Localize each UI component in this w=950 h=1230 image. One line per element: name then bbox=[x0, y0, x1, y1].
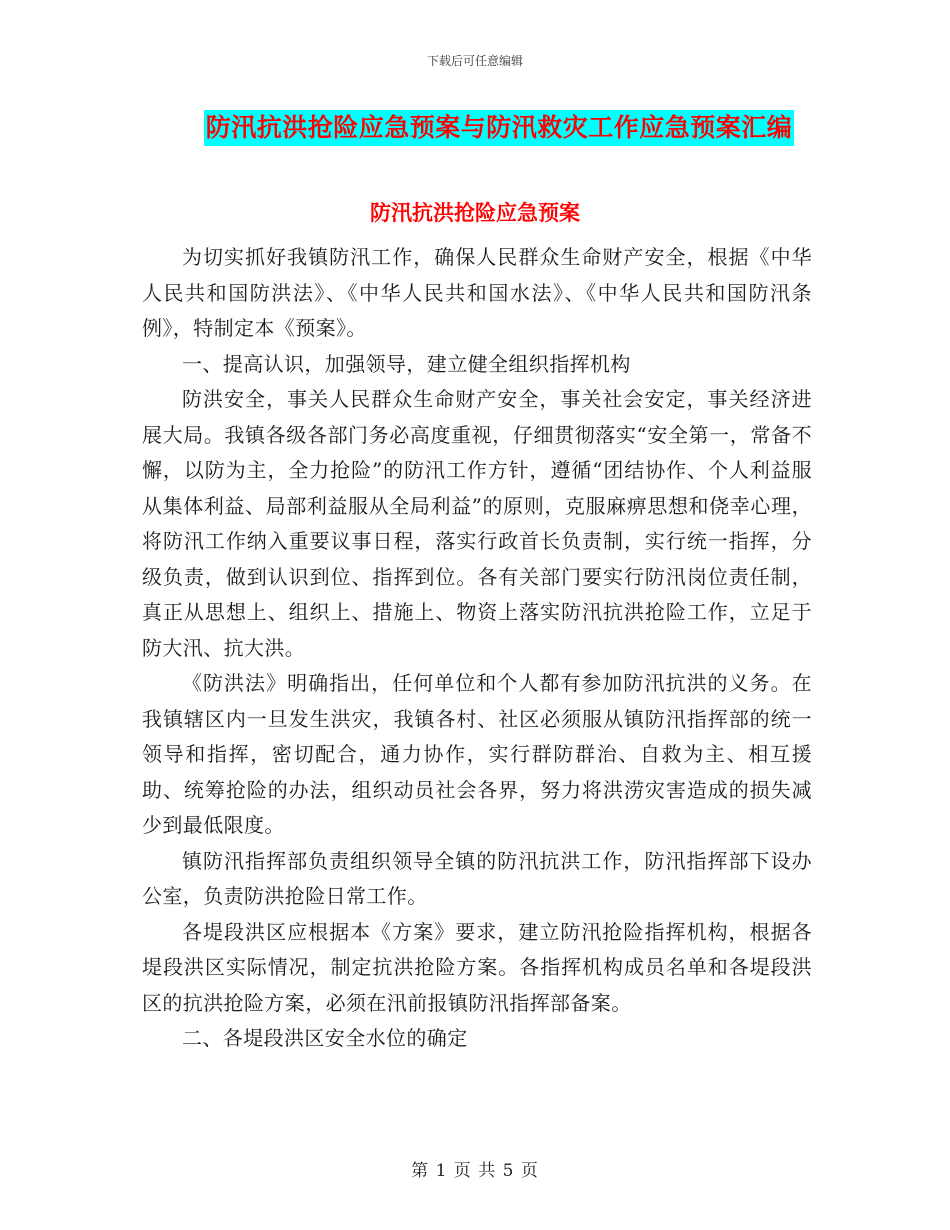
page-number: 第 1 页 共 5 页 bbox=[411, 1161, 539, 1181]
main-title-container bbox=[0, 110, 950, 146]
paragraph-dike-sections: 各堤段洪区应根据本《方案》要求，建立防汛抢险指挥机构，根据各堤段洪区实际情况，制定抗洪抢险方案。各指挥机构成员名单和各堤段洪区的抗洪抢险方案，必须在汛前报镇防汛指挥部备案。 bbox=[142, 919, 812, 1015]
paragraph-intro: 为切实抓好我镇防汛工作，确保人民群众生命财产安全，根据《中华人民共和国防洪法》、《中华人民共和国水法》、《中华人民共和国防汛条例》，特制定本《预案》。 bbox=[142, 245, 812, 340]
paragraph-heading-1: 一、提高认识，加强领导，建立健全组织指挥机构 bbox=[182, 351, 631, 376]
paragraph-command-office: 镇防汛指挥部负责组织领导全镇的防汛抗洪工作，防汛指挥部下设办公室，负责防洪抢险日常工作。 bbox=[142, 848, 812, 908]
section-title: 防汛抗洪抢险应急预案 bbox=[370, 200, 580, 225]
paragraph-flood-safety: 防洪安全，事关人民群众生命财产安全，事关社会安定，事关经济进展大局。我镇各级各部门务必高度重视，仔细贯彻落实“安全第一，常备不懈，以防为主，全力抢险”的防汛工作方针，遵循“团结协作、个人利益服从集体利益、局部利益服从全局利益”的原则，克服麻痹思想和侥幸心理，将防汛工作纳入重要议事日程，落实行政首长负责制，实行统一指挥，分级负责，做到认识到位、指挥到位。各有关部门要实行防汛岗位责任制，真正从思想上、组织上、措施上、物资上落实防汛抗洪抢险工作，立足于防大汛、抗大洪。 bbox=[142, 387, 812, 660]
page-header-note: 下载后可任意编辑 bbox=[426, 54, 523, 68]
document-body bbox=[142, 240, 812, 1057]
paragraph-flood-law: 《防洪法》明确指出，任何单位和个人都有参加防汛抗洪的义务。在我镇辖区内一旦发生洪灾，我镇各村、社区必须服从镇防汛指挥部的统一领导和指挥，密切配合，通力协作，实行群防群治、自救为主、相互援助、统筹抢险的办法，组织动员社会各界，努力将洪涝灾害造成的损失减少到最低限度。 bbox=[142, 671, 812, 837]
paragraph-heading-2: 二、各堤段洪区安全水位的确定 bbox=[182, 1026, 468, 1050]
main-title: 防汛抗洪抢险应急预案与防汛救灾工作应急预案汇编 bbox=[204, 110, 795, 146]
